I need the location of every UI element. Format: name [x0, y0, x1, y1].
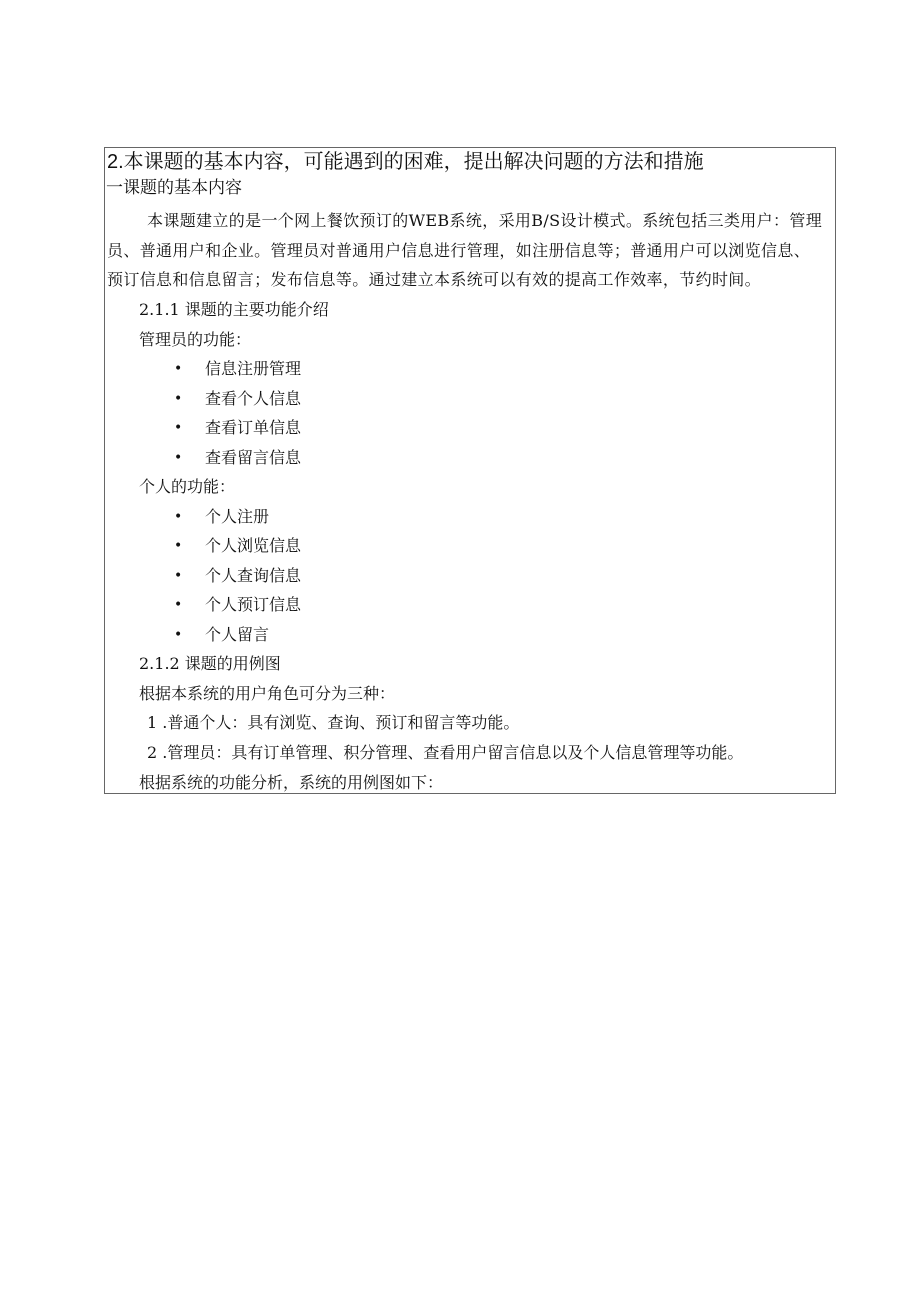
list-item: 个人浏览信息: [205, 536, 302, 555]
intro-line-2: 员、普通用户和企业。管理员对普通用户信息进行管理，如注册信息等；普通用户可以浏览信息、: [107, 241, 811, 260]
roles-intro: 根据本系统的用户角色可分为三种：: [139, 684, 396, 703]
personal-functions-label: 个人的功能：: [139, 477, 236, 496]
list-item: 个人预订信息: [205, 595, 302, 614]
bullet-icon: •: [174, 597, 183, 613]
admin-functions-label: 管理员的功能：: [139, 330, 252, 349]
role-item: 2 .管理员：具有订单管理、积分管理、查看用户留言信息以及个人信息管理等功能。: [147, 743, 744, 762]
section-2-1-2-heading: 2.1.2 课题的用例图: [139, 654, 281, 673]
closing-text: 根据系统的功能分析，系统的用例图如下：: [139, 773, 444, 792]
subheading: 一课题的基本内容: [106, 178, 242, 198]
bullet-icon: •: [174, 450, 183, 466]
list-item: 个人注册: [205, 507, 270, 526]
bullet-icon: •: [174, 361, 183, 377]
intro-line-1: 本课题建立的是一个网上餐饮预订的WEB系统，采用B/S设计模式。系统包括三类用户：管理: [147, 211, 823, 230]
bullet-icon: •: [174, 627, 183, 643]
list-item: 个人查询信息: [205, 566, 302, 585]
list-item: 查看个人信息: [205, 389, 302, 408]
bullet-icon: •: [174, 538, 183, 554]
role-item: 1 .普通个人：具有浏览、查询、预订和留言等功能。: [147, 713, 520, 732]
bullet-icon: •: [174, 391, 183, 407]
list-item: 个人留言: [205, 625, 270, 644]
list-item: 查看留言信息: [205, 448, 302, 467]
bullet-icon: •: [174, 509, 183, 525]
bullet-icon: •: [174, 420, 183, 436]
section-2-1-1-heading: 2.1.1 课题的主要功能介绍: [139, 300, 329, 319]
list-item: 信息注册管理: [205, 359, 302, 378]
section-title: 2.本课题的基本内容，可能遇到的困难，提出解决问题的方法和措施: [107, 151, 704, 173]
list-item: 查看订单信息: [205, 418, 302, 437]
bullet-icon: •: [174, 568, 183, 584]
intro-line-3: 预订信息和信息留言；发布信息等。通过建立本系统可以有效的提高工作效率，节约时间。: [107, 270, 762, 289]
